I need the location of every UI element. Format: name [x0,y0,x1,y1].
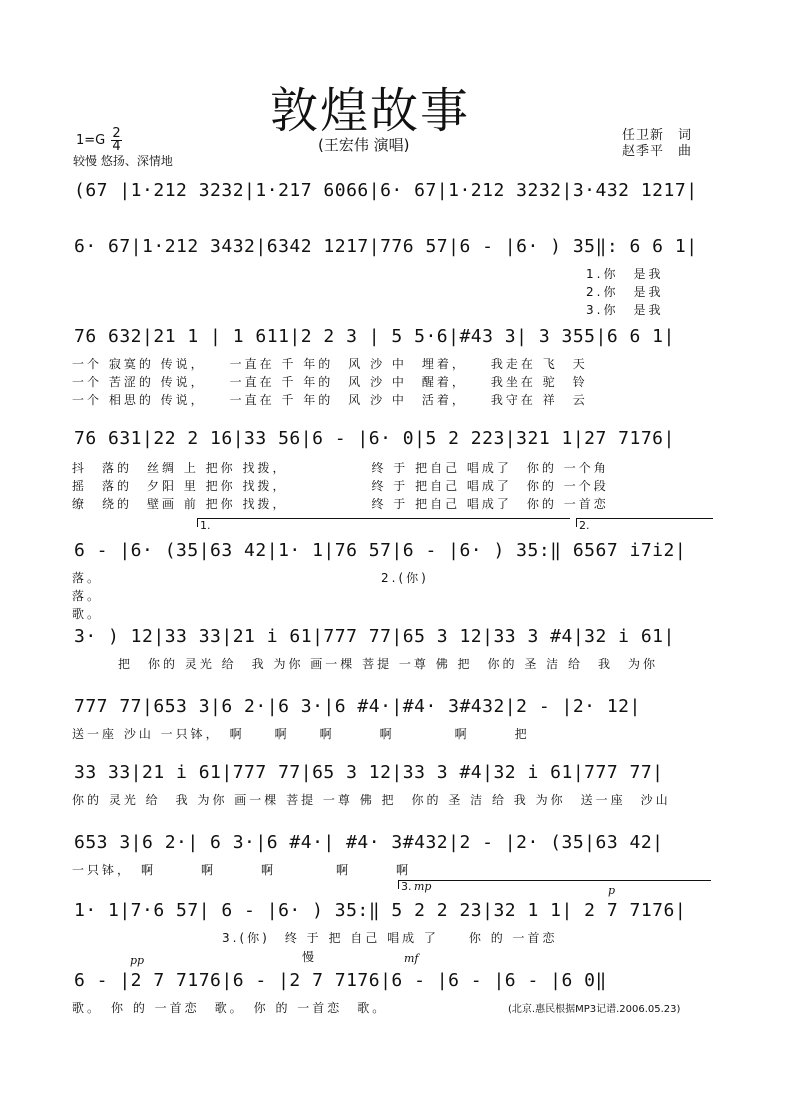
system-3-lyric-1: 一个 寂寞的 传说， 一直在 千 年的 风 沙 中 埋着， 我走在 飞 天 [72,357,588,371]
system-8-lyric: 你的 灵光 给 我 为你 画一棵 菩提 一尊 佛 把 你的 圣 洁 给 我 为你 送一座 沙山 [72,793,671,807]
time-numerator: 2 [112,126,121,141]
dynamic-p: p [608,884,616,897]
system-4-notes: 76 631|22 2 16|33 56|6 - |6· 0|5 2 223|321 1|27 7176| [74,428,675,449]
system-3-notes: 76 632|21 1 | 1 611|2 2 3 | 5 5·6|#43 3| 3 355|6 6 1| [74,326,675,347]
system-5-lyric-1: 落。 2.(你) [72,571,429,585]
song-title: 敦煌故事 [270,83,471,139]
system-7-lyric: 送一座 沙山 一只钵， 啊 啊 啊 啊 啊 把 [72,727,530,741]
system-10-notes: 1· 1|7·6 57| 6 - |6· ) 35:‖ 5 2 2 23|32 1 1| 2 7 7176| [74,900,687,921]
system-1-notes: (67 |1·212 3232|1·217 6066|6· 67|1·212 3232|3·432 1217| [74,180,698,201]
lyricist-credit: 任卫新 词 [622,128,693,143]
key-signature [76,128,122,153]
system-3-lyric-2: 一个 苦涩的 传说， 一直在 千 年的 风 沙 中 醒着， 我坐在 驼 铃 [72,375,588,389]
system-9-notes: 653 3|6 2·| 6 3·|6 #4·| #4· 3#432|2 - |2· (35|63 42| [74,832,664,853]
volta-2-label: 2. [579,519,590,532]
time-denominator: 4 [112,139,121,154]
volta-bracket-2 [576,518,713,527]
system-3-lyric-3: 一个 相思的 传说， 一直在 千 年的 风 沙 中 活着， 我守在 祥 云 [72,393,588,407]
dynamic-pp: pp [130,954,145,967]
composer-credit: 赵季平 曲 [622,144,693,159]
volta-3-label: 3. [401,880,412,893]
verse-1-start: 1.你 是我 [586,267,664,281]
dynamic-mp: mp [414,880,432,893]
volta-1-label: 1. [200,519,211,532]
volta-bracket-1 [197,518,570,527]
tempo-slow: 慢 [302,950,315,964]
system-11-lyric: 歌。 你 的 一首恋 歌。 你 的 一首恋 歌。 [72,1001,388,1015]
system-4-lyric-1: 抖 落的 丝绸 上 把你 找拨， 终 于 把自己 唱成了 你的 一个角 [72,461,609,475]
system-2-notes: 6· 67|1·212 3432|6342 1217|776 57|6 - |6· ) 35‖: 6 6 1| [74,236,698,257]
transcription-note: (北京.惠民根据MP3记谱.2006.05.23) [508,1004,681,1015]
dynamic-mf: mf [404,952,419,965]
system-4-lyric-2: 摇 落的 夕阳 里 把你 找拨， 终 于 把自己 唱成了 你的 一个段 [72,479,609,493]
system-11-notes: 6 - |2 7 7176|6 - |2 7 7176|6 - |6 - |6 - |6 0‖ [74,970,607,991]
performer-subtitle: (王宏伟 演唱) [318,136,410,154]
key-label: 1=G [76,133,106,148]
system-9-lyric: 一只钵， 啊 啊 啊 啊 啊 [72,863,412,877]
verse-2-start: 2.你 是我 [586,285,664,299]
system-6-notes: 3· ) 12|33 33|21 i 61|777 77|65 3 12|33 3 #4|32 i 61| [74,626,675,647]
system-5-lyric-2: 落。 [72,589,103,603]
system-10-lyric: 3.(你) 终 于 把 自己 唱成 了 你 的 一首恋 [72,931,558,945]
verse-3-start: 3.你 是我 [586,303,664,317]
system-7-notes: 777 77|653 3|6 2·|6 3·|6 #4·|#4· 3#432|2 - |2· 12| [74,696,641,717]
tempo-marking: 较慢 悠扬、深情地 [73,154,173,168]
volta-bracket-3 [398,880,711,889]
system-6-lyric: 把 你的 灵光 给 我 为你 画一棵 菩提 一尊 佛 把 你的 圣 洁 给 我 为你 [118,657,658,671]
system-4-lyric-3: 缭 绕的 壁画 前 把你 找拨， 终 于 把自己 唱成了 你的 一首恋 [72,497,609,511]
system-8-notes: 33 33|21 i 61|777 77|65 3 12|33 3 #4|32 i 61|777 77| [74,762,664,783]
time-signature [111,128,121,153]
system-5-notes: 6 - |6· (35|63 42|1· 1|76 57|6 - |6· ) 35:‖ 6567 i7i2| [74,540,687,561]
system-5-lyric-3: 歌。 [72,607,103,621]
